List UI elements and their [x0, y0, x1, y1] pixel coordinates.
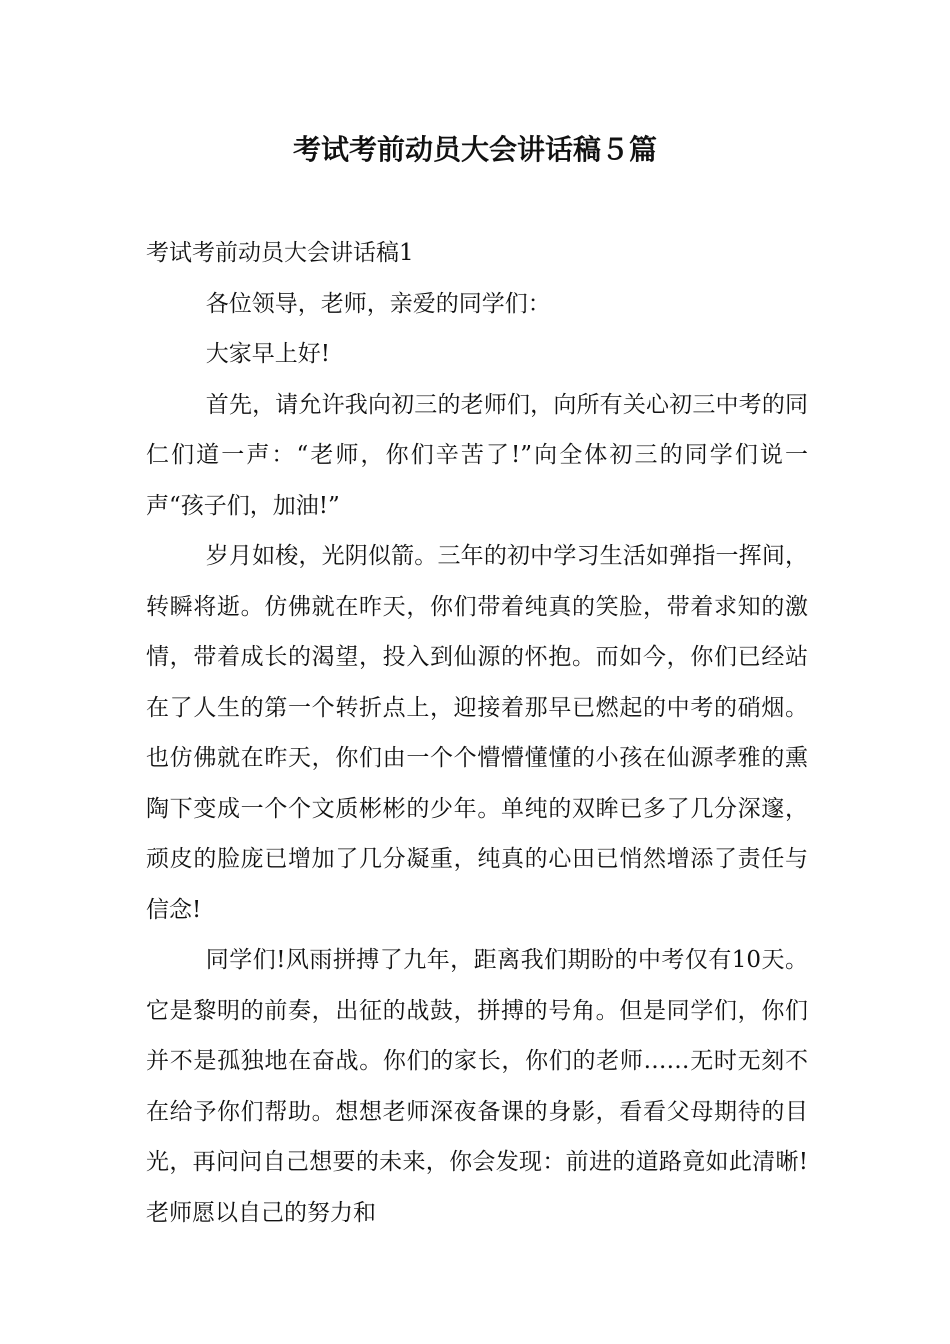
body-paragraph: 岁月如梭，光阴似箭。三年的初中学习生活如弹指一挥间，转瞬将逝。仿佛就在昨天，你们带着纯真的笑脸，带着求知的激情，带着成长的渴望，投入到仙源的怀抱。而如今，你们已经站在了人生的第一个转折点上，迎接着那早已燃起的中考的硝烟。也仿佛就在昨天，你们由一个个懵懵懂懂的小孩在仙源孝雅的熏陶下变成一个个文质彬彬的少年。单纯的双眸已多了几分深邃，顽皮的脸庞已增加了几分凝重，纯真的心田已悄然增添了责任与信念!: [146, 543, 808, 923]
body-paragraph: 同学们!风雨拼搏了九年，距离我们期盼的中考仅有10天。它是黎明的前奏，出征的战鼓，拼搏的号角。但是同学们，你们并不是孤独地在奋战。你们的家长，你们的老师……无时无刻不在给予你们帮助。想想老师深夜备课的身影，看看父母期待的目光，再问问自己想要的未来，你会发现：前进的道路竟如此清晰!老师愿以自己的努力和: [146, 947, 808, 1226]
document-title: 考试考前动员大会讲话稿５篇: [292, 133, 657, 166]
section-heading: 考试考前动员大会讲话稿1: [146, 240, 414, 266]
document-body: [146, 228, 808, 1238]
body-paragraph: 首先，请允许我向初三的老师们，向所有关心初三中考的同仁们道一声：“老师，你们辛苦了!”向全体初三的同学们说一声“孩子们，加油!”: [146, 391, 808, 519]
greeting-paragraph: 大家早上好!: [205, 341, 331, 367]
salutation-paragraph: 各位领导，老师，亲爱的同学们：: [205, 290, 551, 317]
